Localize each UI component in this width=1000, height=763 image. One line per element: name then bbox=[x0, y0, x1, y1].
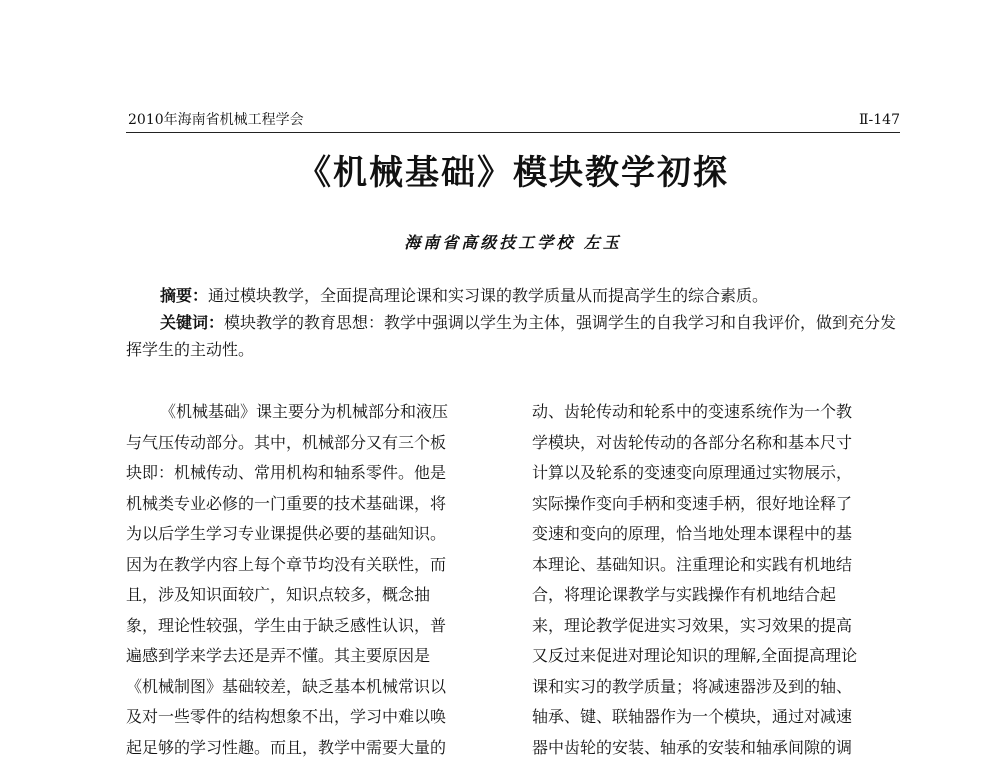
abstract-paragraph bbox=[126, 282, 900, 309]
body-line: 学模块，对齿轮传动的各部分名称和基本尺寸 bbox=[532, 428, 902, 459]
body-line: 变速和变向的原理，恰当地处理本课程中的基 bbox=[532, 519, 902, 550]
body-line: 动、齿轮传动和轮系中的变速系统作为一个教 bbox=[532, 397, 902, 428]
body-line: 计算以及轮系的变速变向原理通过实物展示， bbox=[532, 458, 902, 489]
header-page-number: Ⅱ-147 bbox=[859, 111, 900, 129]
abstract-block bbox=[126, 282, 900, 363]
paper-title: 《机械基础》模块教学初探 bbox=[126, 150, 900, 196]
body-line: 实际操作变向手柄和变速手柄，很好地诠释了 bbox=[532, 489, 902, 520]
body-line: 因为在教学内容上每个章节均没有关联性，而 bbox=[126, 550, 496, 581]
body-line: 器中齿轮的安装、轴承的安装和轴承间隙的调 bbox=[532, 733, 902, 763]
body-line: 遍感到学来学去还是弄不懂。其主要原因是 bbox=[126, 641, 496, 672]
body-line: 本理论、基础知识。注重理论和实践有机地结 bbox=[532, 550, 902, 581]
body-line: 合，将理论课教学与实践操作有机地结合起 bbox=[532, 580, 902, 611]
body-line: 来，理论教学促进实习效果，实习效果的提高 bbox=[532, 611, 902, 642]
keywords-paragraph bbox=[126, 309, 900, 363]
body-line: 起足够的学习性趣。而且，教学中需要大量的 bbox=[126, 733, 496, 763]
body-line: 且，涉及知识面较广，知识点较多，概念抽 bbox=[126, 580, 496, 611]
body-line: 轴承、键、联轴器作为一个模块，通过对减速 bbox=[532, 702, 902, 733]
body-line: 机械类专业必修的一门重要的技术基础课，将 bbox=[126, 489, 496, 520]
body-line: 与气压传动部分。其中，机械部分又有三个板 bbox=[126, 428, 496, 459]
body-line: 及对一些零件的结构想象不出，学习中难以唤 bbox=[126, 702, 496, 733]
body-line: 《机械基础》课主要分为机械部分和液压 bbox=[126, 397, 496, 428]
body-line: 又反过来促进对理论知识的理解,全面提高理论 bbox=[532, 641, 902, 672]
body-line: 为以后学生学习专业课提供必要的基础知识。 bbox=[126, 519, 496, 550]
running-header bbox=[126, 110, 900, 133]
body-line: 块即：机械传动、常用机构和轴系零件。他是 bbox=[126, 458, 496, 489]
abstract-label: 摘要： bbox=[160, 286, 208, 305]
abstract-text: 通过模块教学，全面提高理论课和实习课的教学质量从而提高学生的综合素质。 bbox=[208, 286, 768, 305]
body-line: 课和实习的教学质量；将减速器涉及到的轴、 bbox=[532, 672, 902, 703]
author-affiliation: 海南省高级技工学校 左玉 bbox=[126, 232, 900, 254]
body-line: 象，理论性较强，学生由于缺乏感性认识，普 bbox=[126, 611, 496, 642]
body-left-column bbox=[126, 397, 496, 763]
keywords-text: 模块教学的教育思想：教学中强调以学生为主体，强调学生的自我学习和自我评价，做到充分发挥学生的主动性。 bbox=[126, 313, 896, 359]
body-right-column bbox=[532, 397, 902, 763]
header-conference: 2010年海南省机械工程学会 bbox=[128, 111, 304, 129]
body-line: 《机械制图》基础较差，缺乏基本机械常识以 bbox=[126, 672, 496, 703]
keywords-label: 关键词： bbox=[160, 313, 224, 332]
